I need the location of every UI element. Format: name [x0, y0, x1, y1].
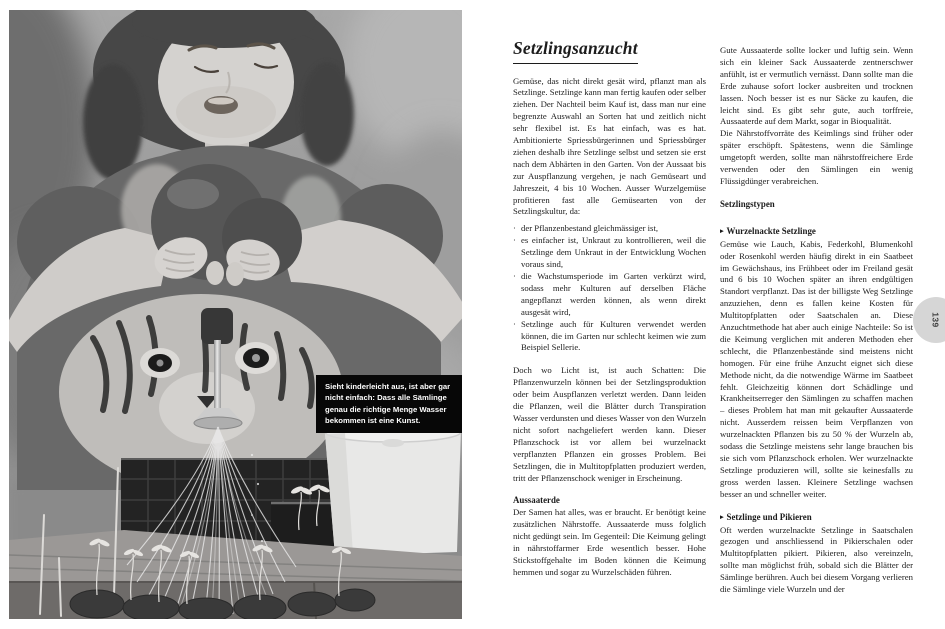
page-number-tab	[913, 297, 945, 343]
text-column-1	[513, 40, 706, 626]
subheading-aussaaterde: Aussaaterde	[513, 495, 560, 506]
photo-caption: Sieht kinderleicht aus, ist aber gar nicht einfach: Dass alle Sämlinge genau die richtige Menge Wasser bekommen ist eine Kunst.	[316, 375, 462, 433]
list-item: · der Pflanzenbestand gleichmässiger ist,	[513, 223, 659, 234]
aussaaterde-paragraph: Der Samen hat alles, was er braucht. Er benötigt keine zusätzlichen Nährstoffe. Aussaaterde muss folglich nicht gedüngt sein. Im Gegenteil: Die Keimung gelingt in nährstoffarmer Erde wesentlich besser. Hohe Stickstoffgehalte im Boden können die Keimung hemmen und sogar zu Wurzelschäden führen.	[513, 507, 706, 577]
page-number: 139	[930, 312, 941, 328]
text-column-2	[720, 40, 913, 626]
bullet-dot: ·	[513, 318, 516, 329]
article-title: Setzlingsanzucht	[513, 40, 638, 64]
photo-girl-watering-seedlings	[9, 10, 462, 619]
bullet-dot: ·	[513, 223, 516, 234]
white-bucket	[325, 422, 461, 556]
bullet-dot: ·	[513, 271, 516, 281]
soil-paragraph: Gute Aussaaterde sollte locker und luftig sein. Wenn sich ein kleiner Sack Aussaaterde zentnerschwer anfühlt, ist er vermutlich vernässt. Dann sollte man die Erde zuhause sofort locker ausbreiten und trocknen lassen. Noch besser ist es nur Säcke zu kaufen, die leicht sind. Es gibt sehr gute, auch torffreie, Aussaaterde auf dem Markt, sogar in Bioqualität.	[720, 45, 913, 127]
wurzelnackte-paragraph: Gemüse wie Lauch, Kabis, Federkohl, Blumenkohl oder Rosenkohl werden häufig direkt in ein Saatbeet im Gewächshaus, ins Frühbeet oder im Freiland gesät und 6 bis 10 Wochen später an ihren endgültigen Standort verpflanzt. Das ist der billigste Weg Setzlinge anzuziehen, denn es fallen keine Kosten für Multitopfplatten oder Saatschalen an. Diese Anzuchtmethode hat aber auch einige Nachteile: So ist die Keimung verglichen mit anderen Methoden eher schlecht, die Pflanzenbestände sind meistens nicht homogen. Für eine frühe Anzucht eignet sich diese Methode nicht, da die notwendige Wärme im Saatbeet fehlt. Gleichzeitig können dort Schädlinge und Krankheitserreger den Sämlingen zu schaffen machen – dieses Problem hat man mit gekaufter Aussaaterde nicht. Ausserdem reissen beim Verpflanzen von wurzelnackten Pflanzen bis zu 50 % der Wurzeln ab, sodass die Setzlinge meistens sehr lange brauchen bis sie sich vom Pflanzschock erholen. Wer wurzelnackte Setzlinge produzieren will, sollte sie keinesfalls zu gross werden lassen. Kleinere Setzlinge wachsen besser an und schneller weiter.	[720, 238, 913, 499]
nutrients-paragraph: Die Nährstoffvorräte des Keimlings sind früher oder später erschöpft. Spätestens, wenn die Sämlinge umgetopft werden, sollte man nährstoffreichere Erde verwenden oder den Sämlingen ein wenig Flüssigdünger verabreichen.	[720, 128, 913, 186]
bullet-dot: ·	[513, 235, 516, 246]
entry-setzlinge-und-pikieren: ▸ Setzlinge und Pikieren	[720, 511, 812, 522]
pikieren-paragraph: Oft werden wurzelnackte Setzlinge in Saatschalen gezogen und anschliessend in Pikierschalen oder Multitopfplatten pikiert. Pikieren, also vereinzeln, sollte man möglichst früh, sobald sich die Blätter der Sämlinge berühren. Auch bei diesem Vorgang verlieren die Sämlinge viele Wurzeln und der	[720, 524, 913, 595]
triangle-bullet-icon: ▸	[720, 512, 724, 521]
triangle-bullet-icon: ▸	[720, 226, 724, 235]
list-item: · es einfacher ist, Unkraut zu kontrollieren, weil die Setzlinge dem Unkraut in der Entwicklung Wochen voraus sind,	[513, 235, 706, 270]
advantages-bullet-list	[513, 223, 706, 354]
subheading-setzlingstypen: Setzlingstypen	[720, 198, 775, 209]
shadow-paragraph: Doch wo Licht ist, ist auch Schatten: Die Pflanzenwurzeln können bei der Setzlingsproduktion oder beim Auspflanzen verletzt werden. Dann leiden die Pflanzen, weil die Blätter durch Transpiration Wasser verdunsten und dieses Wasser von den Wurzeln nicht sofort nachgeliefert werden kann. Dieser Pflanzschock ist vor allem bei wurzelnackt verpflanzten Pflanzen ein grosses Problem. Bei Setzlingen, die in Multitopfplatten produziert werden, tritt der Pflanzenschock weniger in Erscheinung.	[513, 365, 706, 483]
list-item: · die Wachstumsperiode im Garten verkürzt wird, sodass mehr Kulturen auf derselben Fläche angepflanzt werden können, als wenn direkt ausgesät wird,	[513, 271, 706, 317]
list-item: · Setzlinge auch für Kulturen verwendet werden können, die im Garten nur schlecht keimen wie zum Beispiel Sellerie.	[513, 318, 706, 353]
entry-wurzelnackte-setzlinge: ▸ Wurzelnackte Setzlinge	[720, 225, 816, 236]
photo-illustration	[9, 10, 462, 619]
intro-paragraph: Gemüse, das nicht direkt gesät wird, pflanzt man als Setzlinge. Setzlinge kann man fertig kaufen oder selber ziehen. Der Nachteil beim Kauf ist, dass man nur eine begrenzte Auswahl an Sorten hat und zeitlich nicht sehr flexibel ist. Es hat einfach, was es hat. Ambitionierte Spriessbürgerinnen und Spriessbürger ziehen deshalb ihre Setzlinge selbst und setzen sie erst nach dem Abhärten in den Garten. Von der Aussaat bis zur Auspflanzung vergehen, je nach Gemüseart und Jahreszeit, 4 bis 10 Wochen. Ausser Wurzelgemüse profitieren fast alle Gemüsearten von der Setzlingskultur, da:	[513, 75, 706, 217]
